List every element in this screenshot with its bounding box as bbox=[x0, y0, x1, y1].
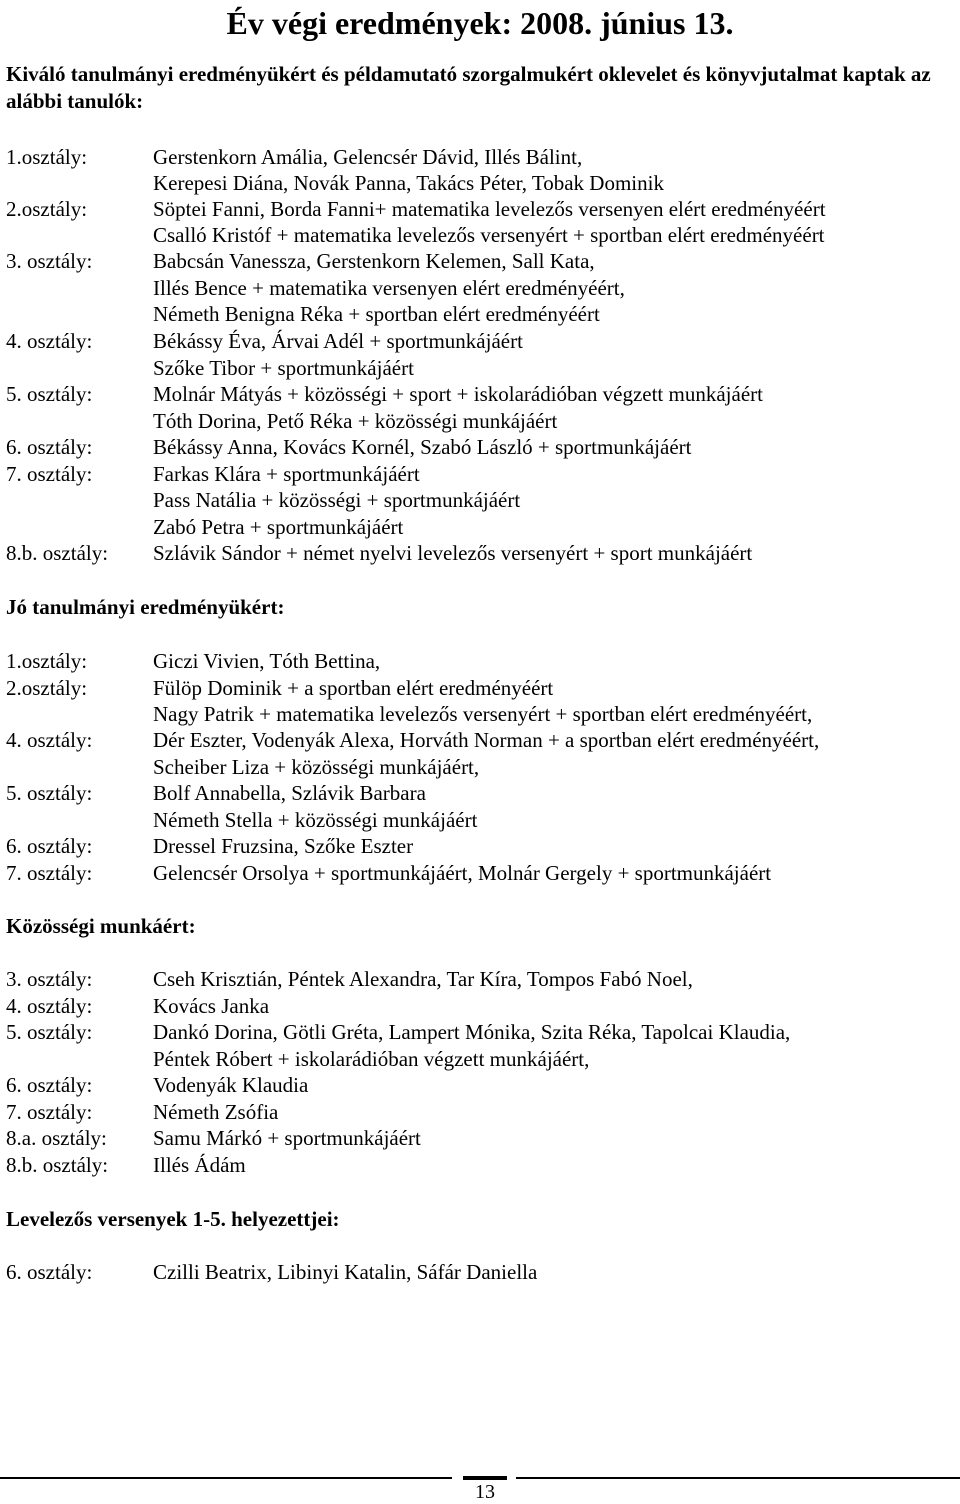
class-label: 2.osztály: bbox=[6, 676, 88, 700]
student-names: Csalló Kristóf + matematika levelezős versenyért + sportban elért eredményéért bbox=[153, 223, 825, 247]
class-label: 7. osztály: bbox=[6, 861, 93, 885]
class-label: 6. osztály: bbox=[6, 1260, 93, 1284]
student-names: Fülöp Dominik + a sportban elért eredményéért bbox=[153, 676, 554, 700]
class-label: 5. osztály: bbox=[6, 1020, 93, 1044]
student-names: Söptei Fanni, Borda Fanni+ matematika levelezős versenyen elért eredményéért bbox=[153, 197, 826, 221]
class-label: 2.osztály: bbox=[6, 197, 88, 221]
student-names: Békássy Éva, Árvai Adél + sportmunkájáért bbox=[153, 329, 523, 353]
student-names: Szlávik Sándor + német nyelvi levelezős versenyért + sport munkájáért bbox=[153, 541, 753, 565]
page-title: Év végi eredmények: 2008. június 13. bbox=[226, 5, 734, 41]
class-label: 4. osztály: bbox=[6, 728, 93, 752]
student-names: Szőke Tibor + sportmunkájáért bbox=[153, 356, 414, 380]
student-names: Békássy Anna, Kovács Kornél, Szabó László + sportmunkájáért bbox=[153, 435, 692, 459]
student-names: Kerepesi Diána, Novák Panna, Takács Péter, Tobak Dominik bbox=[153, 171, 664, 195]
student-names: Vodenyák Klaudia bbox=[153, 1073, 309, 1097]
class-label: 6. osztály: bbox=[6, 834, 93, 858]
student-names: Bolf Annabella, Szlávik Barbara bbox=[153, 781, 426, 805]
class-label: 6. osztály: bbox=[6, 435, 93, 459]
student-names: Scheiber Liza + közösségi munkájáért, bbox=[153, 755, 480, 779]
class-label: 1.osztály: bbox=[6, 649, 88, 673]
student-names: Kovács Janka bbox=[153, 994, 270, 1018]
class-label: 1.osztály: bbox=[6, 145, 88, 169]
student-names: Tóth Dorina, Pető Réka + közösségi munkájáért bbox=[153, 409, 558, 433]
student-names: Dér Eszter, Vodenyák Alexa, Horváth Norman + a sportban elért eredményéért, bbox=[153, 728, 820, 752]
student-names: Molnár Mátyás + közösségi + sport + iskolarádióban végzett munkájáért bbox=[153, 382, 763, 406]
page-number: 13 bbox=[475, 1481, 495, 1503]
class-label: 5. osztály: bbox=[6, 382, 93, 406]
section-heading-community: Közösségi munkáért: bbox=[6, 914, 196, 938]
student-names: Czilli Beatrix, Libinyi Katalin, Sáfár Daniella bbox=[153, 1260, 538, 1284]
student-names: Farkas Klára + sportmunkájáért bbox=[153, 462, 420, 486]
student-names: Pass Natália + közösségi + sportmunkájáért bbox=[153, 488, 521, 512]
class-label: 7. osztály: bbox=[6, 1100, 93, 1124]
class-label: 5. osztály: bbox=[6, 781, 93, 805]
footer-rule-right bbox=[516, 1477, 960, 1479]
student-names: Illés Bence + matematika versenyen elért eredményéért, bbox=[153, 276, 625, 300]
class-label: 6. osztály: bbox=[6, 1073, 93, 1097]
class-label: 4. osztály: bbox=[6, 994, 93, 1018]
footer-rule-left bbox=[0, 1477, 452, 1479]
student-names: Gelencsér Orsolya + sportmunkájáért, Molnár Gergely + sportmunkájáért bbox=[153, 861, 772, 885]
section-heading-correspondence-contests: Levelezős versenyek 1-5. helyezettjei: bbox=[6, 1207, 340, 1231]
student-names: Illés Ádám bbox=[153, 1153, 246, 1177]
student-names: Németh Stella + közösségi munkájáért bbox=[153, 808, 478, 832]
student-names: Babcsán Vanessza, Gerstenkorn Kelemen, Sall Kata, bbox=[153, 249, 595, 273]
class-label: 7. osztály: bbox=[6, 462, 93, 486]
student-names: Németh Benigna Réka + sportban elért eredményéért bbox=[153, 302, 600, 326]
student-names: Németh Zsófia bbox=[153, 1100, 279, 1124]
student-names: Nagy Patrik + matematika levelezős versenyért + sportban elért eredményéért, bbox=[153, 702, 813, 726]
class-label: 4. osztály: bbox=[6, 329, 93, 353]
class-label: 8.b. osztály: bbox=[6, 1153, 109, 1177]
student-names: Gerstenkorn Amália, Gelencsér Dávid, Illés Bálint, bbox=[153, 145, 583, 169]
class-label: 3. osztály: bbox=[6, 967, 93, 991]
section-heading-good-results: Jó tanulmányi eredményükért: bbox=[6, 595, 285, 619]
student-names: Samu Márkó + sportmunkájáért bbox=[153, 1126, 421, 1150]
intro-text: Kiváló tanulmányi eredményükért és példamutató szorgalmukért oklevelet és könyvjutalmat kaptak az alábbi tanulók: bbox=[6, 62, 931, 113]
student-names: Dressel Fruzsina, Szőke Eszter bbox=[153, 834, 414, 858]
student-names: Zabó Petra + sportmunkájáért bbox=[153, 515, 404, 539]
class-label: 3. osztály: bbox=[6, 249, 93, 273]
student-names: Cseh Krisztián, Péntek Alexandra, Tar Kíra, Tompos Fabó Noel, bbox=[153, 967, 693, 991]
class-label: 8.b. osztály: bbox=[6, 541, 109, 565]
student-names: Péntek Róbert + iskolarádióban végzett munkájáért, bbox=[153, 1047, 590, 1071]
class-label: 8.a. osztály: bbox=[6, 1126, 107, 1150]
student-names: Dankó Dorina, Götli Gréta, Lampert Mónika, Szita Réka, Tapolcai Klaudia, bbox=[153, 1020, 791, 1044]
student-names: Giczi Vivien, Tóth Bettina, bbox=[153, 649, 381, 673]
